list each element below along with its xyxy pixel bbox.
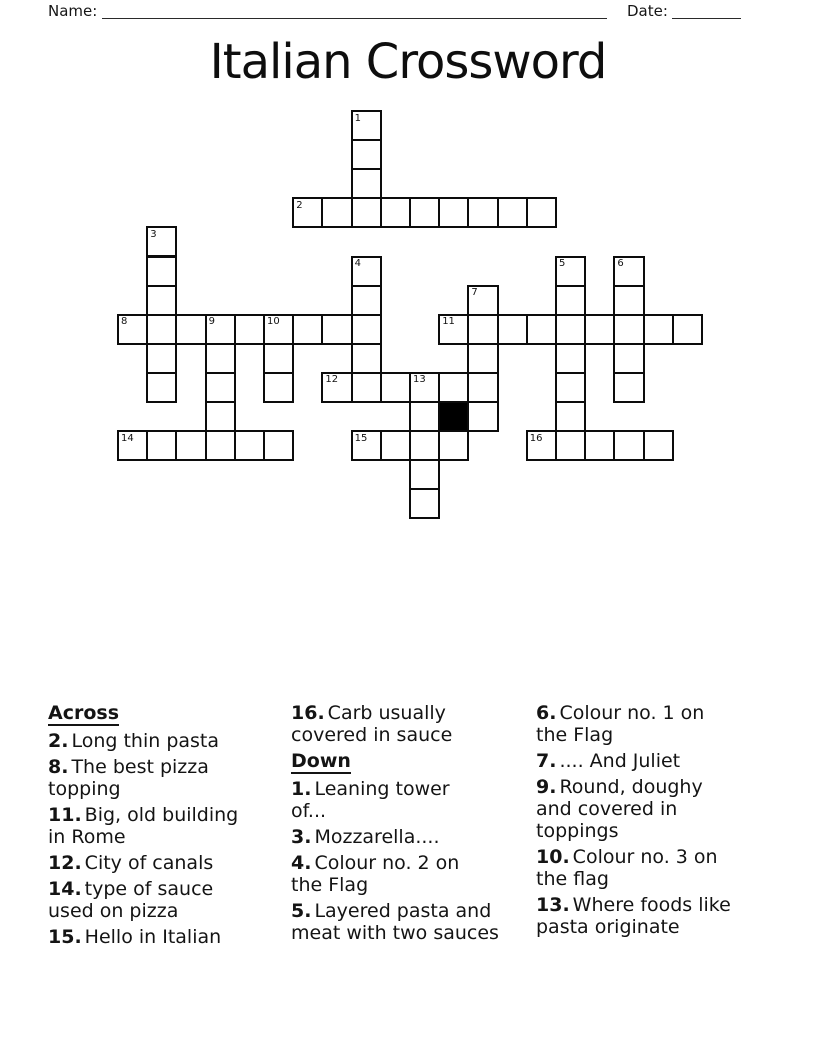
grid-cell[interactable] <box>351 168 382 199</box>
grid-cell[interactable] <box>555 430 586 461</box>
clue-number: 3. <box>291 826 312 848</box>
clue-number: 10. <box>536 846 570 868</box>
grid-cell[interactable] <box>263 430 294 461</box>
clue-2: 2. Long thin pasta <box>48 730 220 752</box>
cell-number: 9 <box>208 316 215 328</box>
grid-cell[interactable] <box>643 430 674 461</box>
grid-cell[interactable] <box>351 139 382 170</box>
grid-cell[interactable] <box>409 372 440 403</box>
grid-cell[interactable] <box>321 314 352 345</box>
clue-12: 12. City of canals <box>48 852 214 874</box>
clue-5: 5. Layered pasta and meat with two sauces <box>291 900 499 944</box>
across-heading: Across <box>48 702 120 724</box>
cell-number: 15 <box>354 432 368 444</box>
grid-cell[interactable] <box>205 401 236 432</box>
grid-cell[interactable] <box>146 314 177 345</box>
grid-cell[interactable] <box>409 197 440 228</box>
cell-number: 16 <box>529 432 543 444</box>
grid-cell[interactable] <box>146 372 177 403</box>
grid-cell[interactable] <box>146 285 177 316</box>
grid-cell[interactable] <box>672 314 703 345</box>
clue-13: 13. Where foods like pasta originate <box>536 894 731 938</box>
grid-cell[interactable] <box>351 110 382 141</box>
grid-cell[interactable] <box>613 343 644 374</box>
clue-number: 7. <box>536 750 557 772</box>
grid-cell[interactable] <box>292 314 323 345</box>
grid-cell[interactable] <box>146 430 177 461</box>
grid-cell[interactable] <box>321 372 352 403</box>
cell-number: 8 <box>121 316 128 328</box>
down-heading: Down <box>291 750 351 772</box>
grid-cell[interactable] <box>526 430 557 461</box>
grid-cell[interactable] <box>497 197 528 228</box>
clue-16: 16. Carb usually covered in sauce <box>291 702 453 746</box>
clue-number: 2. <box>48 730 69 752</box>
grid-cell[interactable] <box>351 372 382 403</box>
grid-cell[interactable] <box>409 401 440 432</box>
grid-cell[interactable] <box>205 314 236 345</box>
grid-cell[interactable] <box>526 314 557 345</box>
date-blank-line <box>672 18 741 19</box>
grid-cell[interactable] <box>321 197 352 228</box>
clue-number: 5. <box>291 900 312 922</box>
grid-cell[interactable] <box>613 430 644 461</box>
clue-1: 1. Leaning tower of... <box>291 778 450 822</box>
grid-cell[interactable] <box>467 343 498 374</box>
grid-cell[interactable] <box>409 430 440 461</box>
clue-8: 8. The best pizza topping <box>48 756 209 800</box>
grid-cell[interactable] <box>351 197 382 228</box>
grid-cell[interactable] <box>175 430 206 461</box>
clue-number: 13. <box>536 894 570 916</box>
grid-cell[interactable] <box>234 314 265 345</box>
clue-6: 6. Colour no. 1 on the Flag <box>536 702 705 746</box>
clue-number: 16. <box>291 702 325 724</box>
clue-3: 3. Mozzarella.... <box>291 826 440 848</box>
clue-number: 8. <box>48 756 69 778</box>
clue-4: 4. Colour no. 2 on the Flag <box>291 852 460 896</box>
cell-number: 11 <box>442 316 455 328</box>
cell-number: 2 <box>296 199 303 211</box>
clue-number: 14. <box>48 878 82 900</box>
crossword-grid <box>117 110 703 519</box>
grid-cell[interactable] <box>467 372 498 403</box>
grid-cell[interactable] <box>380 430 411 461</box>
cell-number: 10 <box>267 316 280 328</box>
grid-cell[interactable] <box>613 256 644 287</box>
grid-cell[interactable] <box>555 256 586 287</box>
grid-cell[interactable] <box>438 314 469 345</box>
clue-number: 15. <box>48 926 82 948</box>
grid-cell[interactable] <box>205 343 236 374</box>
grid-cell[interactable] <box>438 372 469 403</box>
grid-cell[interactable] <box>205 430 236 461</box>
grid-cell[interactable] <box>351 256 382 287</box>
clue-7: 7. .... And Juliet <box>536 750 681 772</box>
grid-cell[interactable] <box>555 285 586 316</box>
clue-14: 14. type of sauce used on pizza <box>48 878 214 922</box>
grid-cell[interactable] <box>497 314 528 345</box>
name-label: Name: <box>48 2 98 20</box>
clue-number: 11. <box>48 804 82 826</box>
grid-cell[interactable] <box>555 401 586 432</box>
grid-cell[interactable] <box>584 430 615 461</box>
cell-number: 12 <box>325 374 339 386</box>
cell-number: 4 <box>354 258 361 269</box>
grid-cell[interactable] <box>467 314 498 345</box>
grid-cell[interactable] <box>438 430 469 461</box>
grid-cell[interactable] <box>409 488 440 519</box>
grid-cell[interactable] <box>205 372 236 403</box>
clues-column-1 <box>48 702 286 952</box>
grid-cell[interactable] <box>555 314 586 345</box>
grid-cell[interactable] <box>351 343 382 374</box>
grid-cell[interactable] <box>438 197 469 228</box>
grid-cell[interactable] <box>467 285 498 316</box>
page-title: Italian Crossword <box>209 34 607 90</box>
grid-cell[interactable] <box>263 343 294 374</box>
clue-number: 4. <box>291 852 312 874</box>
cell-number: 1 <box>354 112 361 124</box>
grid-cell[interactable] <box>526 197 557 228</box>
cell-number: 7 <box>471 287 478 299</box>
clue-number: 12. <box>48 852 82 874</box>
grid-cell[interactable] <box>409 459 440 490</box>
grid-cell[interactable] <box>613 314 644 345</box>
cell-number: 3 <box>150 228 157 240</box>
clue-number: 6. <box>536 702 557 724</box>
grid-cell[interactable] <box>613 372 644 403</box>
clues-column-2 <box>291 702 531 948</box>
grid-cell[interactable] <box>351 430 382 461</box>
grid-cell[interactable] <box>613 285 644 316</box>
clue-number: 9. <box>536 776 557 798</box>
cell-number: 14 <box>121 432 134 444</box>
grid-cell[interactable] <box>467 401 498 432</box>
grid-cell[interactable] <box>467 197 498 228</box>
clues-column-3 <box>536 702 791 942</box>
clue-9: 9. Round, doughy and covered in toppings <box>536 776 703 842</box>
grid-cell[interactable] <box>146 226 177 257</box>
grid-cell[interactable] <box>263 372 294 403</box>
blocked-cell <box>438 401 469 432</box>
grid-cell[interactable] <box>555 343 586 374</box>
grid-cell[interactable] <box>146 256 177 287</box>
date-label: Date: <box>627 2 668 20</box>
cell-number: 6 <box>617 258 624 269</box>
grid-cell[interactable] <box>234 430 265 461</box>
grid-cell[interactable] <box>584 314 615 345</box>
grid-cell[interactable] <box>292 197 323 228</box>
grid-cell[interactable] <box>117 430 148 461</box>
grid-cell[interactable] <box>117 314 148 345</box>
clue-10: 10. Colour no. 3 on the flag <box>536 846 718 890</box>
grid-cell[interactable] <box>351 285 382 316</box>
clue-11: 11. Big, old building in Rome <box>48 804 239 848</box>
grid-cell[interactable] <box>643 314 674 345</box>
grid-cell[interactable] <box>146 343 177 374</box>
grid-cell[interactable] <box>380 372 411 403</box>
grid-cell[interactable] <box>263 314 294 345</box>
cell-number: 13 <box>413 374 426 386</box>
name-blank-line <box>102 18 607 19</box>
grid-cell[interactable] <box>351 314 382 345</box>
clue-15: 15. Hello in Italian <box>48 926 222 948</box>
cell-number: 5 <box>559 258 566 269</box>
grid-cell[interactable] <box>175 314 206 345</box>
grid-cell[interactable] <box>380 197 411 228</box>
clue-number: 1. <box>291 778 312 800</box>
grid-cell[interactable] <box>555 372 586 403</box>
